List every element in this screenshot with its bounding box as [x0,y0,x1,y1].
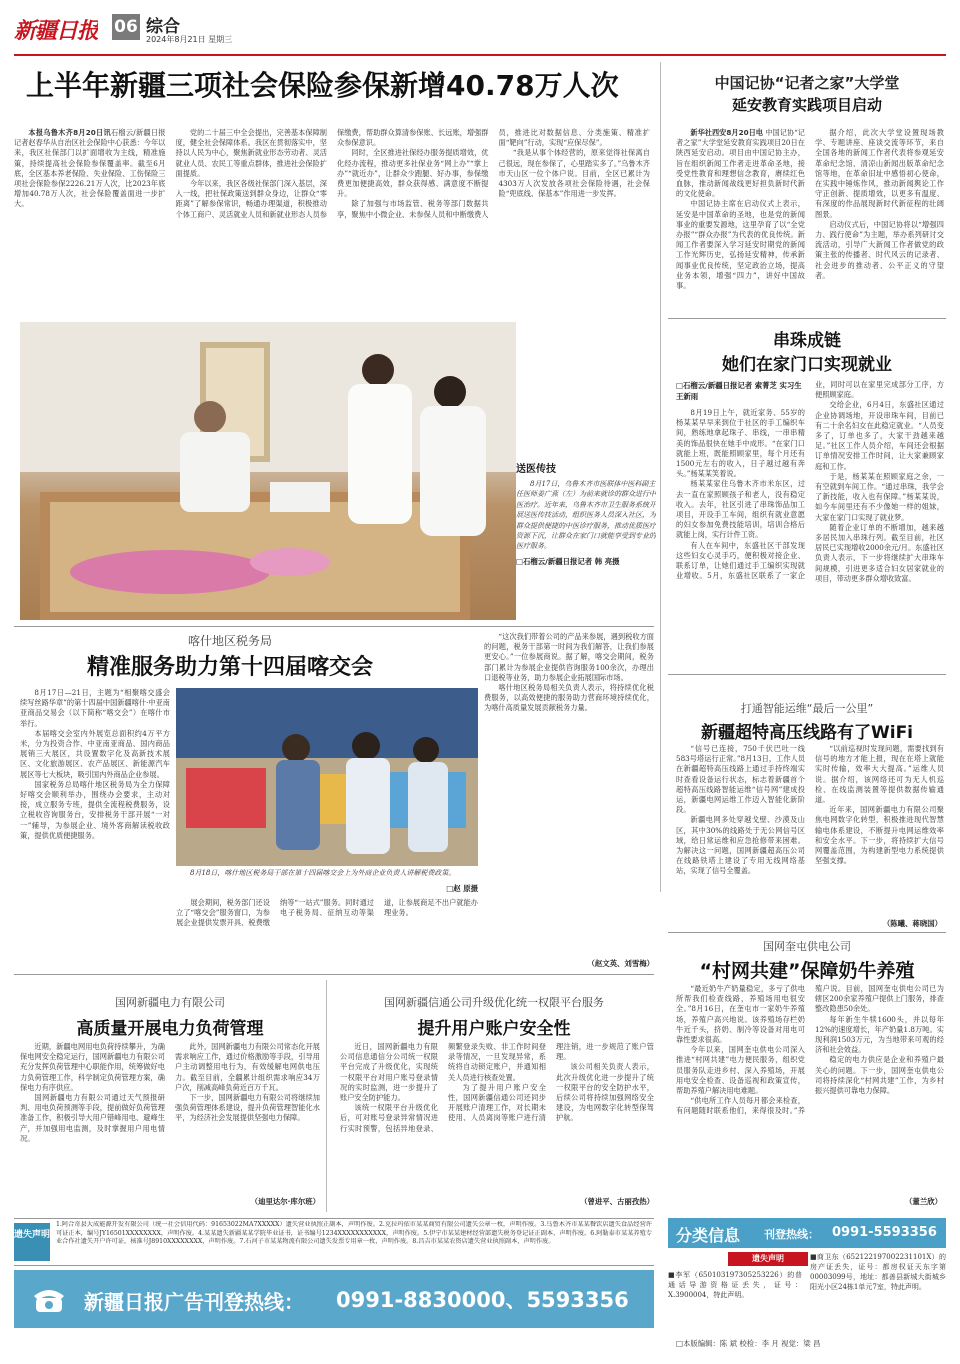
photo-illustration [20,322,516,620]
a1-headline: 上半年新疆三项社会保险参保新增40.78万人次 [26,69,619,102]
a2-p1: 中国记协主席在启动仪式上表示，延安是中国革命的圣地，也是党的新闻事业的重要发源地，这里孕育了以“全党办报”“群众办报”为代表的优良传统。新闻工作者要深入学习延安时期党的新闻工作光辉历史，弘扬延安精神，传承新闻事业优良传统，坚定政治立场，提高业务本领，增强“四力”，讲好中国故事。 [676,199,805,291]
a5-p1: 新疆电网多处穿越戈壁、沙漠及山区，其中30%的线路处于无公网信号区域，给日常运维和应急抢修带来困难。为解决这一问题，国网新疆超高压公司在线路铁塔上建设了专用无线网络基站，实现了信号全覆盖。 [676,815,805,876]
a3-p4: 于是，杨某某在照顾家庭之余，一有空就到车间工作。“通过串珠，我学会了新技能，收入也有保障。”杨某某说，如今车间里还有不少像她一样的姐妹，大家在家门口实现了就业梦。 [815,471,944,522]
a8-p0: “最近奶牛产奶量稳定，多亏了供电所帮我们检查线路，养殖场用电很安全。”8月16日，在奎屯市一家奶牛养殖场，养殖户高兴地说。该养殖场存栏奶牛近千头，挤奶、制冷等设备对用电可靠性要求很高。 [676,984,805,1045]
classified-section: 遗失声明 [728,1252,808,1266]
masthead-rule [14,54,946,56]
a1-lead-tag: 本报乌鲁木齐8月20日讯 [28,128,111,137]
section-name: 综合 [146,17,180,37]
a6-p1: 国网新疆电力有限公司通过天气预报研判、用电负荷预测等手段，提前做好负荷管理准备工作，积极引导大用户错峰用电、避峰生产，并加强用电监测，及时掌握用户用电情况。 [20,1093,165,1143]
a8-p1: 今年以来，国网奎屯供电公司深入推进“村网共建”电力便民服务，组织党员服务队走进乡村、深入养殖场，开展用电安全检查、设备巡视和政策宣传，帮助养殖户解决用电难题。 [676,1045,805,1096]
photo1-credit: □石榴云/新疆日报记者 韩 亮摄 [516,556,620,566]
photo2-illustration [176,688,478,866]
photo-medical-treatment [20,322,516,620]
a3-p0: 8月19日上午，就近家务、55岁的杨某某早早来到位于社区的手工编织车间，熟练地拿起珠子、串线，一串串精美的饰品很快在她手中成形。“在家门口就能上班，既能照顾家里，每个月还有1500元左右的收入，日子越过越有奔头。”杨某某笑着说。 [676,408,805,479]
a8-headline: “村网共建”保障奶牛养殖 [699,960,915,982]
a7-p3: 该公司相关负责人表示，此次升级优化进一步提升了统一权限平台的安全防护水平，后续公司将持续加强网络安全建设，为电网数字化转型保驾护航。 [556,1062,654,1123]
a1-p5: “我是从事个体经营的，原来觉得社保离自己很远，现在参保了，心里踏实多了。”乌鲁木齐市天山区一位个体户说。目前，全区已累计为4303万人次发放各项社会保险待遇，社会保险“兜底线、保基本”作用进一步发挥。 [498,148,650,199]
a6-p0: 近期，新疆电网用电负荷持续攀升，为确保电网安全稳定运行，国网新疆电力有限公司充分发挥负荷管理中心职能作用，统筹做好电力负荷管理工作，科学制定负荷管理方案，确保电力有序供应。 [20,1042,165,1092]
a7-kicker: 国网新疆信通公司升级优化统一权限平台服务 [384,996,604,1009]
divider [14,626,654,627]
a4-headline: 精准服务助力第十四届喀交会 [86,655,373,680]
a4-body-bottom [176,898,478,972]
a6-kicker: 国网新疆电力有限公司 [115,996,225,1009]
a3-p3: 交给企业，6月4日，东盛社区通过企业协调场地，开设串珠车间，目前已有二十余名妇女在此稳定就业。“人员变多了，订单也多了，大家干劲越来越足。”社区工作人员介绍，车间还会根据订单情况安排工作时间，让大家兼顾家庭和工作。 [815,400,944,471]
a1-body [14,128,650,312]
a5-credit: （陈曦、蒋晓国） [882,919,942,928]
classified-header [668,1218,946,1248]
photo2-credit: □赵 原摄 [446,884,478,893]
photo-expo-booth [176,688,478,866]
a1-p1: 党的二十届三中全会提出，完善基本保障制度，健全社会保障体系。我区在贯彻落实中，坚持以人民为中心，聚焦新就业形态劳动者、灵活就业人员、农民工等重点群体，推进社会保险扩面提质。 [175,128,327,178]
notice-strip [14,1218,654,1266]
a5-kicker: 打通智能运维“最后一公里” [740,702,874,715]
photo1-caption-title: 送医传技 [516,464,556,475]
a7-p1: 该统一权限平台升级优化后，可对账号登录异常情况进行实时预警，包括异地登录、频繁登录失败、非工作时间登录等情况，一旦发现异常，系统将自动锁定账户，并通知相关人员进行核查处置。 [340,1042,546,1133]
a5-p3: 近年来，国网新疆电力有限公司聚焦电网数字化转型，积极推进现代智慧输电体系建设，不断提升电网运维效率和安全水平。下一步，将持续扩大信号网覆盖范围，为构建新型电力系统提供坚强支撑。 [815,805,944,866]
a1-p4: 除了加强与市场监管、税务等部门数据共享，聚焦中小微企业、未参保人员和中断缴费人员，推进比对数据信息、分类施策、精准扩面“靶向”行动，实现“应保尽保”。 [337,128,650,219]
classified-title: 分类信息 [676,1226,741,1245]
footer-credits: □本版编辑：陈 斌 校检：李 月 视觉：梁 昌 [676,1339,821,1348]
classified-item-1: ■李军（650103197305253226）的普通话导游资格证丢失，证号：X.3900004，特此声明。 [668,1271,802,1299]
a4-p3: “这次我们带着公司的产品来参展，遇到税收方面的问题，税务干部第一时间为我们解答，让我们参展更安心。”一位参展商说。据了解，喀交会期间，税务部门累计为参展企业提供咨询服务100余次，办理出口退税等业务，助力参展企业拓展国际市场。 [484,632,654,682]
a4-p4: 展会期间，税务部门还设立了“喀交会”服务窗口，为参展企业提供发票开具、税费缴纳等“一站式”服务。同时通过电子税务局、征纳互动等渠道，让参展商足不出户就能办理业务。 [176,898,478,928]
ad-phones: 0991-8830000、5593356 [336,1288,629,1312]
masthead [14,10,314,58]
a5-body [676,744,944,916]
a7-body [340,1042,654,1198]
a3-p1: 杨某某家住乌鲁木齐市米东区，过去一直在家照顾孩子和老人，没有稳定收入。去年，社区引进了串珠饰品加工项目，开设手工车间，组织有就业意愿的妇女参加免费技能培训，培训合格后就能上岗，实行计件工资。 [676,479,805,540]
a3-p5: 随着企业订单的不断增加，越来越多居民加入串珠行列。截至目前，社区居民已实现增收2000余元/月。东盛社区负责人表示，下一步将继续扩大串珠车间规模，引进更多适合妇女居家就业的项目，带动更多群众增收致富。 [815,522,944,583]
a7-p0: 近日，国网新疆电力有限公司信息通信分公司统一权限平台完成了升级优化，实现统一权限平台对用户账号登录情况的实时监测，进一步提升了账户安全防护能力。 [340,1042,438,1103]
a6-headline: 高质量开展电力负荷管理 [76,1019,264,1039]
a3-headline-2: 她们在家门口实现就业 [722,355,892,375]
ad-title: 新疆日报广告刊登热线： [84,1290,304,1314]
a2-p2: 据介绍，此次大学堂设置现场教学、专题讲座、座谈交流等环节，来自全国各地的新闻工作者代表将参观延安革命纪念馆、清凉山新闻出版革命纪念馆等地，在革命旧址中感悟初心使命，在实践中锤炼作风，推动新闻舆论工作守正创新、提质增效，以更多有温度、有深度的作品展现新时代新征程的壮阔图景。 [815,128,944,219]
issue-date: 2024年8月21日 星期三 [146,35,233,44]
divider [14,974,654,975]
a6-body [20,1042,320,1198]
a6-credit: （迪里达尔·库尔班） [250,1197,320,1206]
a2-lead-tag: 新华社西安8月20日电 [690,128,764,137]
a6-p3: 下一步，国网新疆电力有限公司将继续加强负荷管理体系建设，提升负荷管理智能化水平，为经济社会发展提供坚强电力保障。 [175,1093,320,1123]
phone-icon [32,1282,66,1316]
a2-p0: 中国记协“记者之家”大学堂延安教育实践项目20日在陕西延安启动。项目由中国记协主办，旨在组织新闻工作者走进革命圣地，接受党性教育和理想信念教育，赓续红色血脉，推动新闻战线更好担负新时代新的文化使命。 [676,128,805,199]
photo2-caption: 8月18日，喀什地区税务局干部在第十四届喀交会上为外商企业负责人讲解税费政策。 [190,869,456,877]
a4-p2: 国家税务总局喀什地区税务局为全力保障好喀交会顺利举办，围绕办会要求，主动对接，成立服务专班，提供全流程税费服务，设立税收咨询服务台，安排税务干部开展“一对一”辅导，为参展企业、境外客商解读税收政策，提供优质便捷服务。 [20,779,170,840]
masthead-logo: 新疆日报 [14,18,99,44]
a8-p3: 每年新生牛犊1600头，并以每年12%的速度增长，年产奶量1.8万吨。实现利润1503万元，为当地带来可观的经济和社会效益。 [815,1014,944,1055]
a5-headline: 新疆超特高压线路有了WiFi [700,723,914,743]
a3-headline-1: 串珠成链 [773,331,841,351]
a2-kicker-title: 中国记协“记者之家”大学堂 [714,74,900,92]
a4-credit: （赵文英、刘雪梅） [587,959,654,968]
a4-kicker: 喀什地区税务局 [187,634,272,648]
a8-body [676,984,944,1194]
classified-item-2: ■商卫东（652122197002231101X）的房产证丢失，证号：都房权证天东字第00003099号，地址：都善县新城大街城乡阳光小区24栋1单元7室，特此声明。 [810,1253,946,1291]
a4-body-left [20,688,170,928]
a4-p0: 8月17日—21日，主题为“相聚喀交盛会 续写丝路华章”的第十四届中国新疆喀什·中亚南亚商品交易会（以下简称“喀交会”）在喀什市举行。 [20,688,170,728]
a1-p3: 同时，全区推进社保经办服务提质增效，优化经办流程，推动更多社保业务“网上办”“掌上办”“就近办”，让群众少跑腿、好办事，参保缴费更加便捷高效，群众获得感、满意度不断提升。 [337,148,489,199]
a5-p2: “以前巡视时发现问题，需要找到有信号的地方才能上报，现在在塔上就能实时传输，效率大大提高。”运维人员说。据介绍，该网络还可为无人机巡检、在线监测装置等提供数据传输通道。 [815,744,944,805]
a4-p1: 本届喀交会室内外展览总面积约4万平方米，分为投资合作、中亚南亚商品、国内商品展销三大展区，共设置数字化及高新技术展区、文化旅游展区、农产品展区、新能源汽车展区等七大板块，吸引国内外商品企业参展。 [20,728,170,779]
classified-hotline: 0991-5593356 [832,1225,937,1240]
a7-headline: 提升用户账户安全性 [417,1019,571,1039]
a2-p3: 启动仪式后，中国记协将以“增强四力、践行使命”为主题，举办系列研讨交流活动，引导广大新闻工作者做党的政策主张的传播者、时代风云的记录者、社会进步的推动者、公平正义的守望者。 [815,219,944,280]
page-number: 06 [112,14,140,40]
a7-p2: 为了提升用户账户安全性，国网新疆信通公司还同步开展账户清理工作，对长期未使用、人员离岗等账户进行清理注销，进一步规范了账户管理。 [448,1042,654,1123]
a2-headline: 延安教育实践项目启动 [731,96,882,114]
divider [326,980,327,1212]
a5-p0: “信号已连接，750千伏巴吐一线583号塔运行正常。”8月13日，工作人员在新疆超特高压线路上通过手持终端实时查看设备运行状态，标志着新疆首个超特高压线路智能运维“信号网”建成投运，新疆电网运维工作迈入智能化新阶段。 [676,744,805,815]
divider [668,932,946,933]
a7-credit: （曾进平、古丽孜热） [580,1197,654,1206]
photo1-caption: 8月17日，乌鲁木齐市医联体中医科副主任医师姜广燕（左）为前来就诊的群众进行中医治疗。近年来，乌鲁木齐市卫生服务系统开展送医传技活动，组织医务人员深入社区，为群众提供便捷的中医诊疗服务，推动优质医疗资源下沉，让群众在家门口就能享受到专业的医疗服务。 [516,480,656,551]
divider [660,62,661,892]
notice-text: 1.阿合奇县大成能源开发有限公司（统一社会信用代码：91653022MA7XXXXX）遗失营业执照正副本，声明作废。2.克拉玛依市某某商贸有限公司遗失公章一枚，声明作废。3.乌鲁木齐市某某餐饮店遗失食品经营许可证正本，编号JY16501XXXXXXXX，声明作废。4.某某遗失新疆某某学院毕业证书，证书编号1234XXXXXXXXXXX，声明作废。5.伊宁市某某建材经营部遗失税务登记证正副本，声明作废。6.阿勒泰市某某养殖专业合作社遗失开户许可证，核准号J8910XXXXXXXX，声明作废。7.石河子市某某物流有限公司遗失发票专用章一枚，声明作废。8.昌吉市某某农资店遗失营业执照副本，声明作废。 [56,1221,652,1246]
photo1-caption-box [516,460,656,620]
a8-credit: （董兰欣） [905,1197,942,1206]
a8-p2: “供电所工作人员每月都会来检查，有问题随时联系他们，来得很及时。”养殖户说。目前，国网奎屯供电公司已为辖区200余家养殖户提供上门服务，排查整改隐患50余处。 [676,984,944,1116]
a1-p0: 石榴云/新疆日报记者赵春华从自治区社会保险中心获悉：今年以来，我区社保部门以扩面增收为主线，精准施策，持续提高社会保险参保覆盖率。截至6月底，全区基本养老保险、失业保险、工伤保险三项社会保险参保2226.21万人次，比2023年底增加40.78万人次，社会保险覆盖面进一步扩大。 [14,128,166,209]
divider [668,674,946,675]
classified-box [668,1218,946,1336]
a8-p4: 稳定的电力供应是企业和养殖户最关心的问题。下一步，国网奎屯供电公司将持续深化“村网共建”工作，为乡村振兴提供可靠电力保障。 [815,1055,944,1096]
notice-tag: 遗失声明 [14,1223,50,1261]
a8-kicker: 国网奎屯供电公司 [763,940,851,953]
a1-p2: 今年以来，我区各级社保部门深入基层，深入一线，把社保政策送到群众身边，让群众“零距离”了解参保常识，畅通办理渠道，积极推动个体工商户、灵活就业人员和新就业形态人员参保缴费，帮助群众算清参保账、长远账，增强群众参保意识。 [175,128,489,219]
a4-body-right: “这次我们带着公司的产品来参展，遇到税收方面的问题，税务干部第一时间为我们解答，让我们参展更安心。”一位参展商说。据了解，喀交会期间，税务部门累计为参展企业提供咨询服务100余次，办理出口退税等业务，助力参展企业拓展国际市场。 喀什地区税务局相关负责人表示，将持续优化税费服务，以高效便捷的服务助力营商环境持续优化，为喀什高质量发展贡献税务力量。 [484,632,654,713]
a3-body [676,380,944,670]
classified-hotline-label: 刊登热线： [764,1228,819,1241]
a3-p2: 有人在车间中，东盛社区干部发现这些妇女心灵手巧，便积极对接企业、联系订单，让她们通过手工编织实现就业增收。5月，东盛社区联系了一家企业，同时可以在家里完成部分工序，方便照顾家庭。 [676,380,944,581]
ad-banner [14,1270,654,1328]
a3-byline: □石榴云/新疆日报记者 索菁芝 实习生 王新雨 [676,381,802,401]
divider [668,318,946,319]
a2-body [676,128,944,314]
photo2-caption-box [176,868,478,894]
a6-p2: 此外，国网新疆电力有限公司常态化开展需求响应工作，通过价格激励等手段，引导用户主动调整用电行为，有效缓解电网供电压力。截至目前，全疆累计组织需求响应34万户次，削减高峰负荷近百万千瓦。 [175,1042,320,1092]
